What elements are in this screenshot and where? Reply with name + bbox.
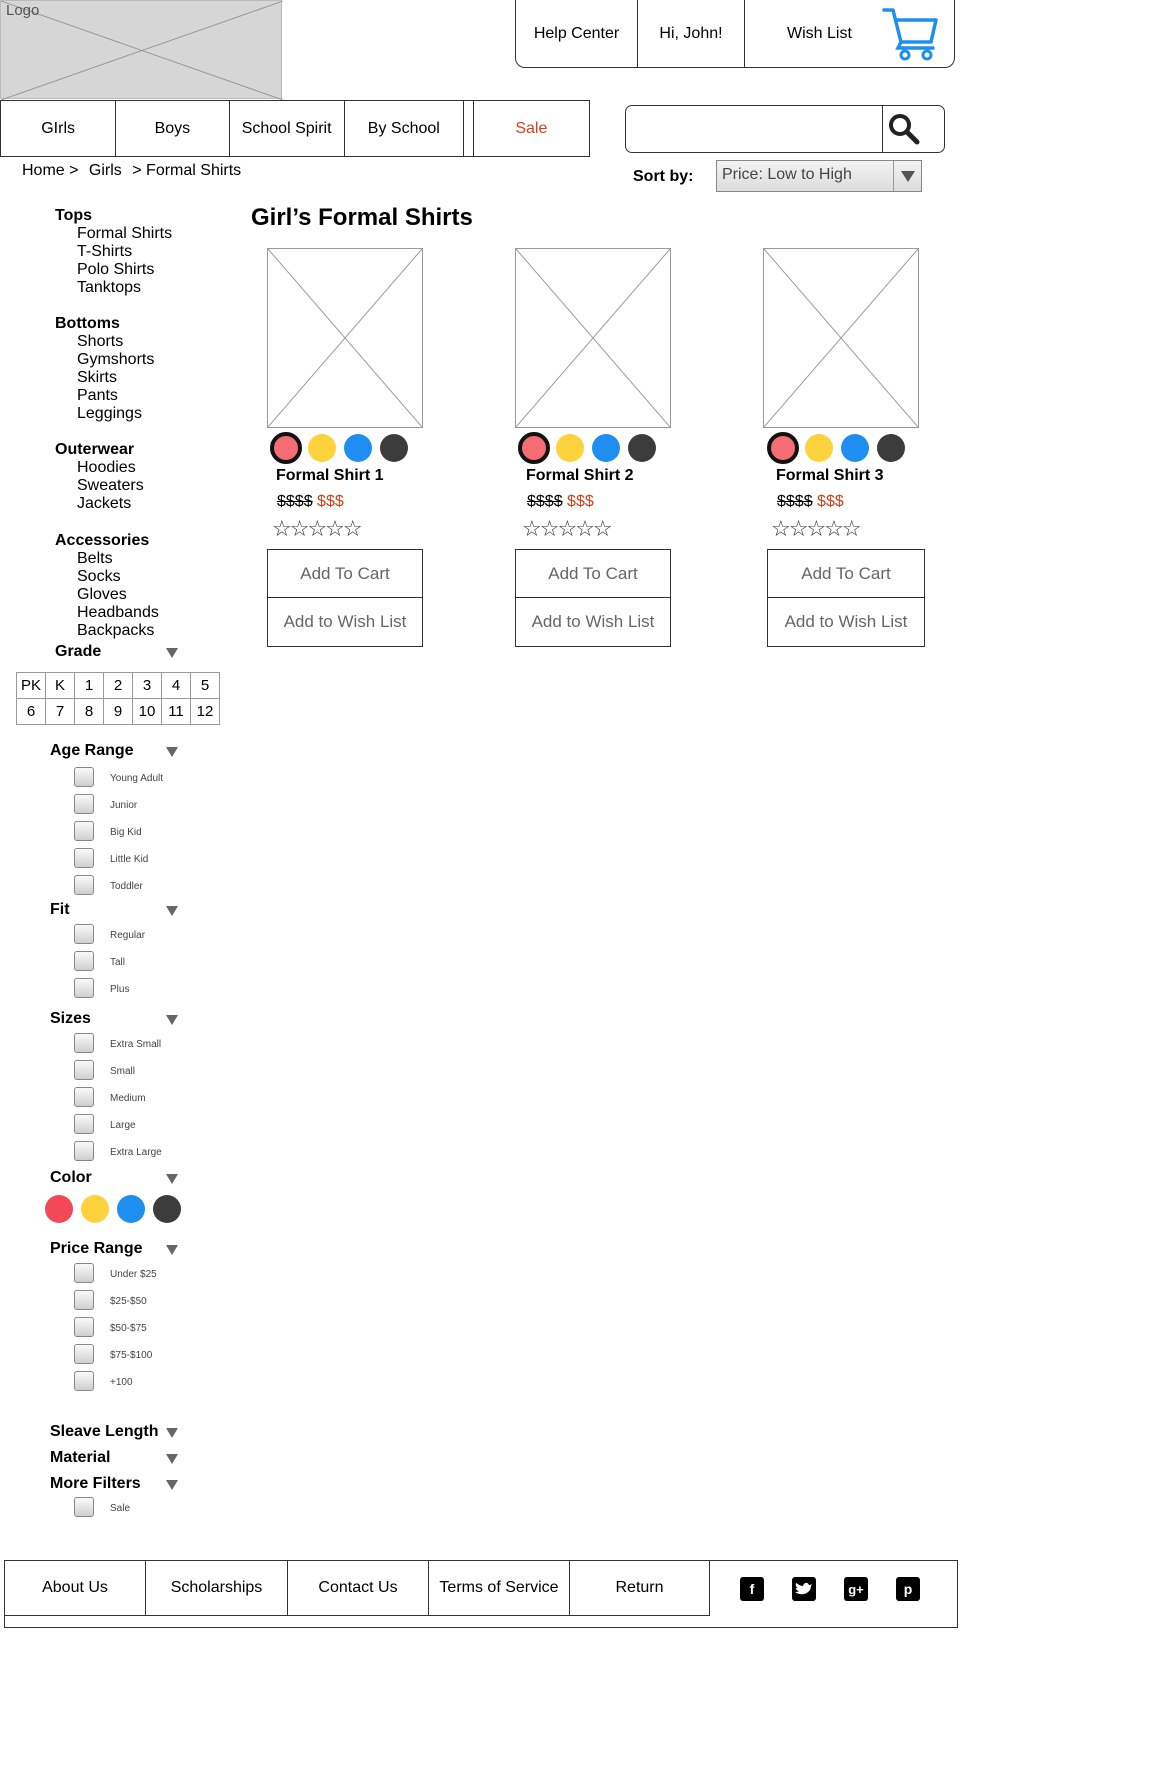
price-25-50-checkbox[interactable] — [74, 1290, 94, 1310]
rating-stars[interactable]: ☆☆☆☆☆ — [771, 516, 860, 541]
product-sale-price: $$$ — [817, 493, 844, 510]
image-placeholder-cross — [268, 249, 422, 427]
checkbox-label: Under $25 — [110, 1269, 157, 1280]
product-image-placeholder[interactable] — [515, 248, 671, 428]
color-swatch-red[interactable] — [45, 1195, 73, 1223]
category-item[interactable]: Backpacks — [77, 622, 155, 639]
add-to-cart-button[interactable]: Add To Cart — [768, 550, 924, 598]
size-small-checkbox[interactable] — [74, 1060, 94, 1080]
grade-grid — [16, 672, 220, 725]
category-title[interactable]: Outerwear — [55, 441, 135, 458]
checkbox-label: Medium — [110, 1093, 146, 1104]
add-to-cart-button[interactable]: Add To Cart — [268, 550, 422, 598]
grade-option[interactable]: 9 — [104, 699, 133, 725]
product-price — [277, 493, 344, 511]
grade-option[interactable]: 1 — [75, 673, 104, 699]
product-sale-price: $$$ — [317, 493, 344, 510]
product-name[interactable]: Formal Shirt 3 — [776, 467, 884, 484]
product-swatch-yellow[interactable] — [308, 434, 336, 462]
more-sale-checkbox[interactable] — [74, 1497, 94, 1517]
grade-option[interactable]: 4 — [162, 673, 191, 699]
chevron-down-icon[interactable] — [166, 1428, 178, 1438]
category-group-tops — [55, 207, 172, 297]
chevron-down-icon[interactable] — [166, 648, 178, 658]
nav-tab-by-school[interactable]: By School — [345, 101, 464, 156]
filter-title-price-range[interactable]: Price Range — [50, 1240, 143, 1257]
product-swatch-black[interactable] — [628, 434, 656, 462]
footer-link-terms-of-service[interactable]: Terms of Service — [429, 1561, 570, 1615]
size-extra-large-checkbox[interactable] — [74, 1141, 94, 1161]
nav-tab-sale[interactable]: Sale — [515, 119, 548, 137]
color-swatch-yellow[interactable] — [81, 1195, 109, 1223]
category-item[interactable]: Headbands — [77, 604, 159, 621]
breadcrumb-girls[interactable]: Girls — [88, 162, 122, 179]
category-item[interactable]: T-Shirts — [77, 243, 133, 260]
help-center-link[interactable]: Help Center — [516, 0, 638, 67]
checkbox-label: Small — [110, 1066, 136, 1077]
category-item[interactable]: Leggings — [77, 405, 142, 422]
pinterest-icon[interactable]: p — [896, 1577, 920, 1601]
checkbox-label: Plus — [110, 984, 130, 995]
checkbox-label: $75-$100 — [110, 1350, 153, 1361]
checkbox-label: Young Adult — [110, 773, 164, 784]
rating-stars[interactable]: ☆☆☆☆☆ — [272, 516, 361, 541]
category-item[interactable]: Gloves — [77, 586, 127, 603]
chevron-down-icon[interactable] — [166, 1454, 178, 1464]
rating-stars[interactable]: ☆☆☆☆☆ — [522, 516, 611, 541]
wish-list-link[interactable] — [745, 0, 953, 67]
breadcrumb-current: > Formal Shirts — [132, 162, 242, 179]
chevron-down-icon[interactable] — [893, 161, 921, 191]
facebook-icon[interactable]: f — [740, 1577, 764, 1601]
nav-tab-school-spirit[interactable]: School Spirit — [230, 101, 345, 156]
grade-option[interactable]: 5 — [191, 673, 220, 699]
age-toddler-checkbox[interactable] — [74, 875, 94, 895]
filter-title-grade[interactable]: Grade — [55, 643, 102, 660]
color-swatch-blue[interactable] — [117, 1195, 145, 1223]
checkbox-label: Little Kid — [110, 854, 149, 865]
category-title[interactable]: Tops — [55, 207, 93, 224]
product-image-placeholder[interactable] — [763, 248, 919, 428]
product-sale-price: $$$ — [567, 493, 594, 510]
page-title: Girl’s Formal Shirts — [251, 204, 473, 231]
category-item[interactable]: Pants — [77, 387, 118, 404]
google-plus-icon[interactable]: g+ — [844, 1577, 868, 1601]
chevron-down-icon[interactable] — [166, 906, 178, 916]
breadcrumb — [22, 162, 241, 180]
chevron-down-icon[interactable] — [166, 1015, 178, 1025]
product-swatch-blue[interactable] — [841, 434, 869, 462]
product-swatch-yellow[interactable] — [556, 434, 584, 462]
checkbox-label: Large — [110, 1120, 136, 1131]
add-to-cart-button[interactable]: Add To Cart — [516, 550, 670, 598]
filter-title-age-range[interactable]: Age Range — [50, 742, 134, 759]
product-old-price: $$$$ — [777, 493, 813, 510]
twitter-bird-glyph — [795, 1582, 813, 1596]
nav-tab-girls[interactable]: GIrls — [1, 101, 116, 156]
product-swatch-black[interactable] — [380, 434, 408, 462]
header-utility-bar — [515, 0, 955, 68]
grade-option[interactable]: 10 — [133, 699, 162, 725]
category-item[interactable]: Shorts — [77, 333, 124, 350]
filter-title-color[interactable]: Color — [50, 1169, 92, 1186]
search-button[interactable] — [882, 106, 944, 152]
product-old-price: $$$$ — [527, 493, 563, 510]
size-large-checkbox[interactable] — [74, 1114, 94, 1134]
grade-option[interactable]: 11 — [162, 699, 191, 725]
category-item[interactable]: Tanktops — [77, 279, 142, 296]
filter-title-material[interactable]: Material — [50, 1449, 111, 1466]
filter-title-fit[interactable]: Fit — [50, 901, 70, 918]
product-swatch-blue[interactable] — [344, 434, 372, 462]
nav-tab-boys[interactable]: Boys — [116, 101, 229, 156]
add-to-wish-list-button[interactable]: Add to Wish List — [784, 612, 908, 631]
chevron-down-icon[interactable] — [166, 747, 178, 757]
category-title[interactable]: Accessories — [55, 532, 150, 549]
product-actions — [515, 549, 671, 647]
footer-link-about-us[interactable]: About Us — [5, 1561, 146, 1615]
color-swatch-black[interactable] — [153, 1195, 181, 1223]
category-item[interactable]: Formal Shirts — [77, 225, 173, 242]
category-item[interactable]: Polo Shirts — [77, 261, 155, 278]
chevron-down-icon[interactable] — [166, 1174, 178, 1184]
category-group-accessories — [55, 532, 159, 640]
sort-select-value: Price: Low to High — [722, 166, 852, 183]
image-placeholder-cross — [764, 249, 918, 427]
size-extra-small-checkbox[interactable] — [74, 1033, 94, 1053]
product-swatch-red-selected[interactable] — [518, 432, 550, 464]
category-item[interactable]: Gymshorts — [77, 351, 155, 368]
social-links — [740, 1577, 920, 1601]
price-100-plus-checkbox[interactable] — [74, 1371, 94, 1391]
checkbox-label: Regular — [110, 930, 146, 941]
filter-title-sizes[interactable]: Sizes — [50, 1010, 91, 1027]
grade-option[interactable]: 8 — [75, 699, 104, 725]
checkbox-label: Extra Small — [110, 1039, 162, 1050]
image-placeholder-cross — [516, 249, 670, 427]
chevron-down-icon[interactable] — [166, 1480, 178, 1490]
category-title[interactable]: Bottoms — [55, 315, 120, 332]
user-greeting[interactable]: Hi, John! — [638, 0, 745, 67]
grade-option[interactable]: 7 — [46, 699, 75, 725]
checkbox-label: $25-$50 — [110, 1296, 147, 1307]
footer-link-scholarships[interactable]: Scholarships — [146, 1561, 288, 1615]
product-swatch-black[interactable] — [877, 434, 905, 462]
fit-plus-checkbox[interactable] — [74, 978, 94, 998]
product-actions — [267, 549, 423, 647]
checkbox-label: Sale — [110, 1503, 131, 1514]
checkbox-label: $50-$75 — [110, 1323, 147, 1334]
checkbox-label: Extra Large — [110, 1147, 162, 1158]
main-nav — [0, 100, 590, 157]
chevron-down-icon[interactable] — [166, 1245, 178, 1255]
size-medium-checkbox[interactable] — [74, 1087, 94, 1107]
price-50-75-checkbox[interactable] — [74, 1317, 94, 1337]
category-item[interactable]: Hoodies — [77, 459, 136, 476]
category-item[interactable]: Skirts — [77, 369, 117, 386]
filter-title-more-filters[interactable]: More Filters — [50, 1475, 141, 1492]
filter-title-sleeve-length[interactable]: Sleave Length — [50, 1423, 159, 1440]
logo-label: Logo — [6, 2, 40, 19]
category-group-outerwear — [55, 441, 144, 513]
sort-select[interactable] — [716, 160, 922, 192]
grade-option[interactable]: 3 — [133, 673, 162, 699]
grade-option[interactable]: 12 — [191, 699, 220, 725]
footer — [4, 1560, 958, 1628]
product-name[interactable]: Formal Shirt 2 — [526, 467, 634, 484]
product-old-price: $$$$ — [277, 493, 313, 510]
product-swatch-yellow[interactable] — [805, 434, 833, 462]
fit-tall-checkbox[interactable] — [74, 951, 94, 971]
price-under-25-checkbox[interactable] — [74, 1263, 94, 1283]
product-swatch-blue[interactable] — [592, 434, 620, 462]
product-name[interactable]: Formal Shirt 1 — [276, 467, 384, 484]
wish-list-label: Wish List — [787, 24, 852, 42]
nav-divider — [464, 101, 474, 156]
sort-label: Sort by: — [633, 168, 694, 185]
checkbox-label: Junior — [110, 800, 138, 811]
breadcrumb-home[interactable]: Home > — [22, 162, 79, 179]
product-price — [527, 493, 594, 511]
twitter-icon[interactable] — [792, 1577, 816, 1601]
product-price — [777, 493, 844, 511]
category-item[interactable]: Socks — [77, 568, 121, 585]
checkbox-label: Big Kid — [110, 827, 142, 838]
product-swatch-red-selected[interactable] — [270, 432, 302, 464]
age-little-kid-checkbox[interactable] — [74, 848, 94, 868]
grade-option[interactable]: K — [46, 673, 75, 699]
footer-link-contact-us[interactable]: Contact Us — [288, 1561, 429, 1615]
product-swatch-red-selected[interactable] — [767, 432, 799, 464]
search-icon — [887, 112, 921, 146]
price-75-100-checkbox[interactable] — [74, 1344, 94, 1364]
add-to-wish-list-button[interactable]: Add to Wish List — [531, 612, 655, 631]
checkbox-label: +100 — [110, 1377, 133, 1388]
grade-option[interactable]: 6 — [17, 699, 46, 725]
grade-option[interactable]: PK — [17, 673, 46, 699]
shopping-cart-icon[interactable] — [881, 6, 939, 62]
add-to-wish-list-button[interactable]: Add to Wish List — [283, 612, 407, 631]
age-junior-checkbox[interactable] — [74, 794, 94, 814]
category-item[interactable]: Belts — [77, 550, 113, 567]
product-actions — [767, 549, 925, 647]
category-item[interactable]: Jackets — [77, 495, 132, 512]
checkbox-label: Toddler — [110, 881, 143, 892]
logo[interactable] — [0, 0, 282, 99]
product-image-placeholder[interactable] — [267, 248, 423, 428]
fit-regular-checkbox[interactable] — [74, 924, 94, 944]
footer-link-return[interactable]: Return — [570, 1561, 710, 1615]
category-group-bottoms — [55, 315, 154, 423]
age-big-kid-checkbox[interactable] — [74, 821, 94, 841]
grade-option[interactable]: 2 — [104, 673, 133, 699]
search-input[interactable] — [626, 106, 882, 152]
age-young-adult-checkbox[interactable] — [74, 767, 94, 787]
search-bar — [625, 105, 945, 153]
logo-placeholder-cross — [1, 1, 283, 100]
checkbox-label: Tall — [110, 957, 126, 968]
category-item[interactable]: Sweaters — [77, 477, 144, 494]
